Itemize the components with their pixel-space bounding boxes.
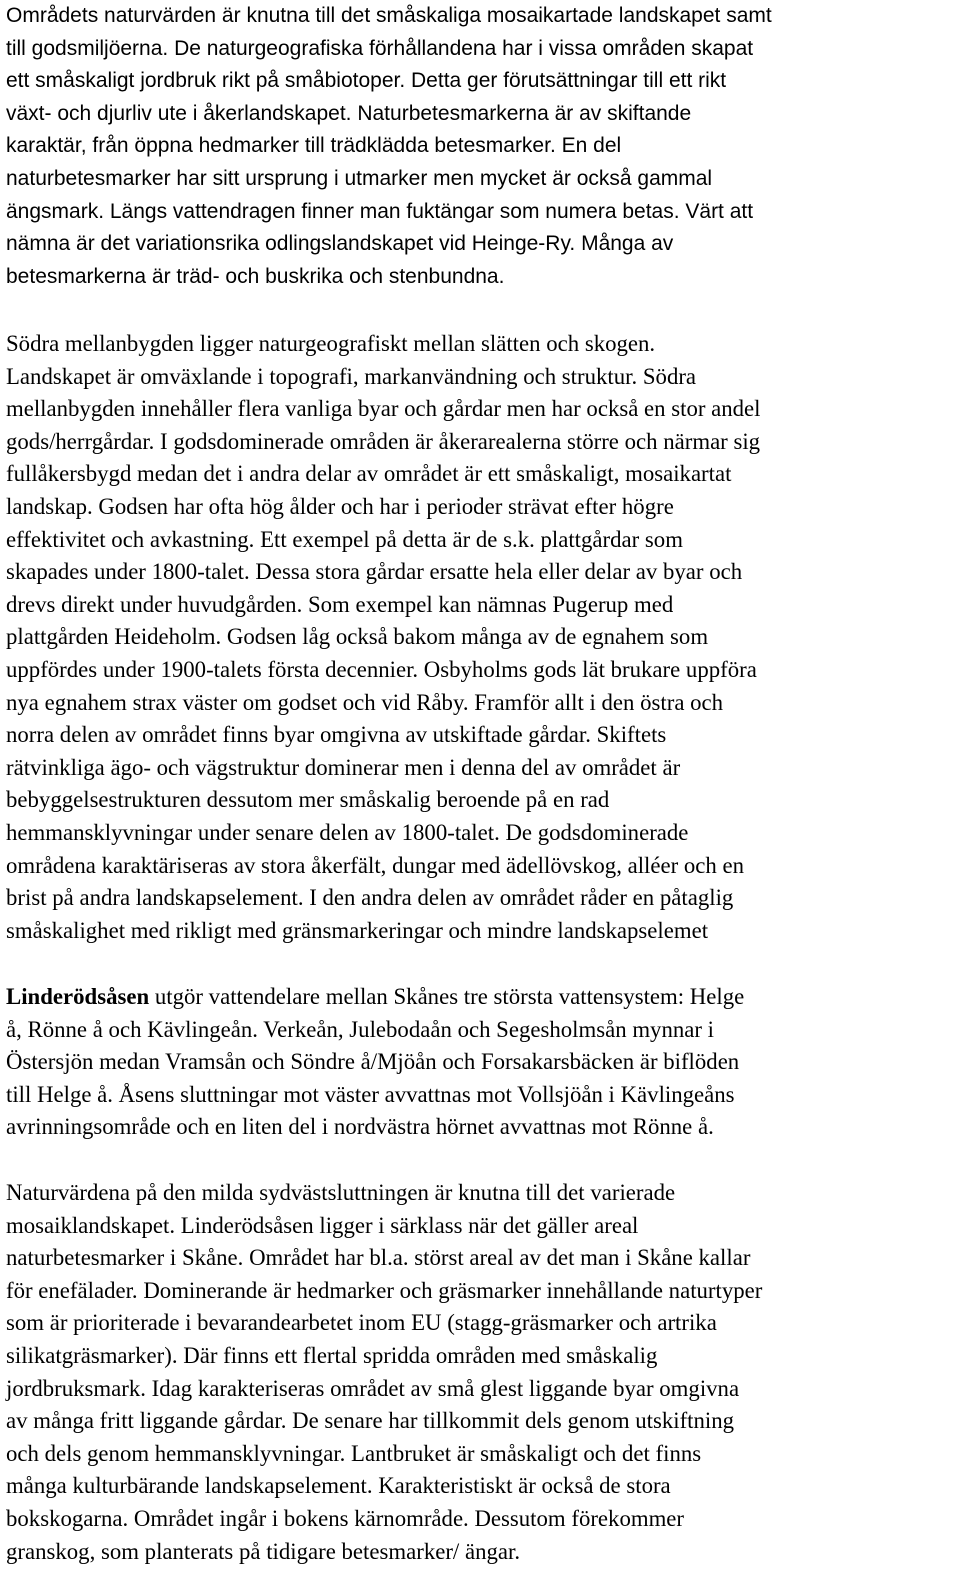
paragraph-line: områdena karaktäriseras av stora åkerfält, dungar med ädellövskog, alléer och en xyxy=(6,852,745,878)
paragraph-line: silikatgräsmarker). Där finns ett flertal spridda områden med småskalig xyxy=(6,1342,658,1368)
paragraph-line: avrinningsområde och en liten del i nordvästra hörnet avvattnas mot Rönne å. xyxy=(6,1114,714,1140)
paragraph-line: växt- och djurliv ute i åkerlandskapet. Naturbetesmarkerna är av skiftande xyxy=(6,101,692,125)
paragraph-line: fullåkersbygd medan det i andra delar av området är ett småskaligt, mosaikartat xyxy=(6,461,732,487)
paragraph-line: naturbetesmarker har sitt ursprung i utmarker men mycket är också gammal xyxy=(6,166,713,190)
paragraph-line: drevs direkt under huvudgården. Som exempel kan nämnas Pugerup med xyxy=(6,591,674,617)
paragraph-line: granskog, som planterats på tidigare betesmarker/ ängar. xyxy=(6,1538,521,1564)
paragraph-line: gods/herrgårdar. I godsdominerade områden är åkerarealerna större och närmar sig xyxy=(6,428,761,454)
paragraph-line: landskap. Godsen har ofta hög ålder och har i perioder strävat efter högre xyxy=(6,493,674,519)
paragraph-line: av många fritt liggande gårdar. De senare har tillkommit dels genom utskiftning xyxy=(6,1408,735,1434)
paragraph-line: norra delen av området finns byar omgivna av utskiftade gårdar. Skiftets xyxy=(6,722,667,748)
paragraph-line: hemmansklyvningar under senare delen av 1800-talet. De godsdominerade xyxy=(6,819,689,845)
paragraph-line: naturbetesmarker i Skåne. Området har bl.a. störst areal av det man i Skåne kallar xyxy=(6,1245,751,1271)
paragraph-line: karaktär, från öppna hedmarker till trädklädda betesmarker. En del xyxy=(6,134,622,158)
paragraph-line: mosaiklandskapet. Linderödsåsen ligger i särklass när det gäller areal xyxy=(6,1212,639,1238)
paragraph-line: bebyggelsestrukturen dessutom mer småskalig beroende på en rad xyxy=(6,787,610,813)
paragraph-line: Södra mellanbygden ligger naturgeografiskt mellan slätten och skogen. xyxy=(6,331,656,356)
paragraph-naturvarden xyxy=(6,0,772,293)
paragraph-line: ängsmark. Längs vattendragen finner man fuktängar som numera betas. Värt att xyxy=(6,199,754,223)
paragraph-line: bokskogarna. Området ingår i bokens kärnområde. Dessutom förekommer xyxy=(6,1505,685,1531)
paragraph-line: till godsmiljöerna. De naturgeografiska förhållandena har i vissa områden skapat xyxy=(6,36,754,60)
paragraph-line: Områdets naturvärden är knutna till det småskaliga mosaikartade landskapet samt xyxy=(6,4,772,27)
paragraph-line: Naturvärdena på den milda sydvästsluttningen är knutna till det varierade xyxy=(6,1180,676,1205)
paragraph-line: å, Rönne å och Kävlingeån. Verkeån, Julebodaån och Segesholmsån mynnar i xyxy=(6,1016,714,1042)
paragraph-line: mellanbygden innehåller flera vanliga byar och gårdar men har också en stor andel xyxy=(6,396,761,422)
paragraph-line xyxy=(6,981,744,1014)
paragraph-line: småskalighet med rikligt med gränsmarkeringar och mindre landskapselemet xyxy=(6,917,709,943)
paragraph-line: Landskapet är omväxlande i topografi, markanvändning och struktur. Södra xyxy=(6,363,697,389)
paragraph-line: Östersjön medan Vramsån och Söndre å/Mjöån och Forsakarsbäcken är biflöden xyxy=(6,1049,740,1075)
bold-term-linderodsasen: Linderödsåsen xyxy=(6,984,150,1009)
paragraph-line: uppfördes under 1900-talets första decennier. Osbyholms gods lät brukare uppföra xyxy=(6,656,757,682)
paragraph-line: rätvinkliga ägo- och vägstruktur dominerar men i denna del av området är xyxy=(6,754,681,780)
paragraph-line: ett småskaligt jordbruk rikt på småbiotoper. Detta ger förutsättningar till ett rikt xyxy=(6,69,727,93)
paragraph-sodra-mellanbygden xyxy=(6,328,761,947)
paragraph-line: många kulturbärande landskapselement. Karakteristiskt är också de stora xyxy=(6,1473,671,1499)
paragraph-line: effektivitet och avkastning. Ett exempel på detta är de s.k. plattgårdar som xyxy=(6,526,683,552)
paragraph-line: och dels genom hemmansklyvningar. Lantbruket är småskaligt och det finns xyxy=(6,1440,702,1466)
paragraph-line: nya egnahem strax väster om godset och vid Råby. Framför allt i den östra och xyxy=(6,689,724,715)
paragraph-line: plattgården Heideholm. Godsen låg också bakom många av de egnahem som xyxy=(6,624,709,650)
paragraph-line: för enefälader. Dominerande är hedmarker och gräsmarker innehållande naturtyper xyxy=(6,1277,763,1303)
line-text: utgör vattendelare mellan Skånes tre största vattensystem: Helge xyxy=(149,984,745,1009)
paragraph-line: skapades under 1800-talet. Dessa stora gårdar ersatte hela eller delar av byar och xyxy=(6,559,743,585)
paragraph-mild-sydvastsluttning xyxy=(6,1177,762,1568)
paragraph-line: till Helge å. Åsens sluttningar mot väster avvattnas mot Vollsjöån i Kävlingeåns xyxy=(6,1081,735,1107)
paragraph-line: jordbruksmark. Idag karakteriseras området av små glest liggande byar omgivna xyxy=(6,1375,740,1401)
paragraph-line: brist på andra landskapselement. I den andra delen av området råder en påtaglig xyxy=(6,885,734,911)
paragraph-continuation xyxy=(6,1014,744,1144)
paragraph-line: betesmarkerna är träd- och buskrika och stenbundna. xyxy=(6,264,505,288)
paragraph-line: nämna är det variationsrika odlingslandskapet vid Heinge-Ry. Många av xyxy=(6,232,674,256)
paragraph-line: som är prioriterade i bevarandearbetet inom EU (stagg-gräsmarker och artrika xyxy=(6,1310,717,1336)
paragraph-linderodsasen xyxy=(6,981,744,1144)
